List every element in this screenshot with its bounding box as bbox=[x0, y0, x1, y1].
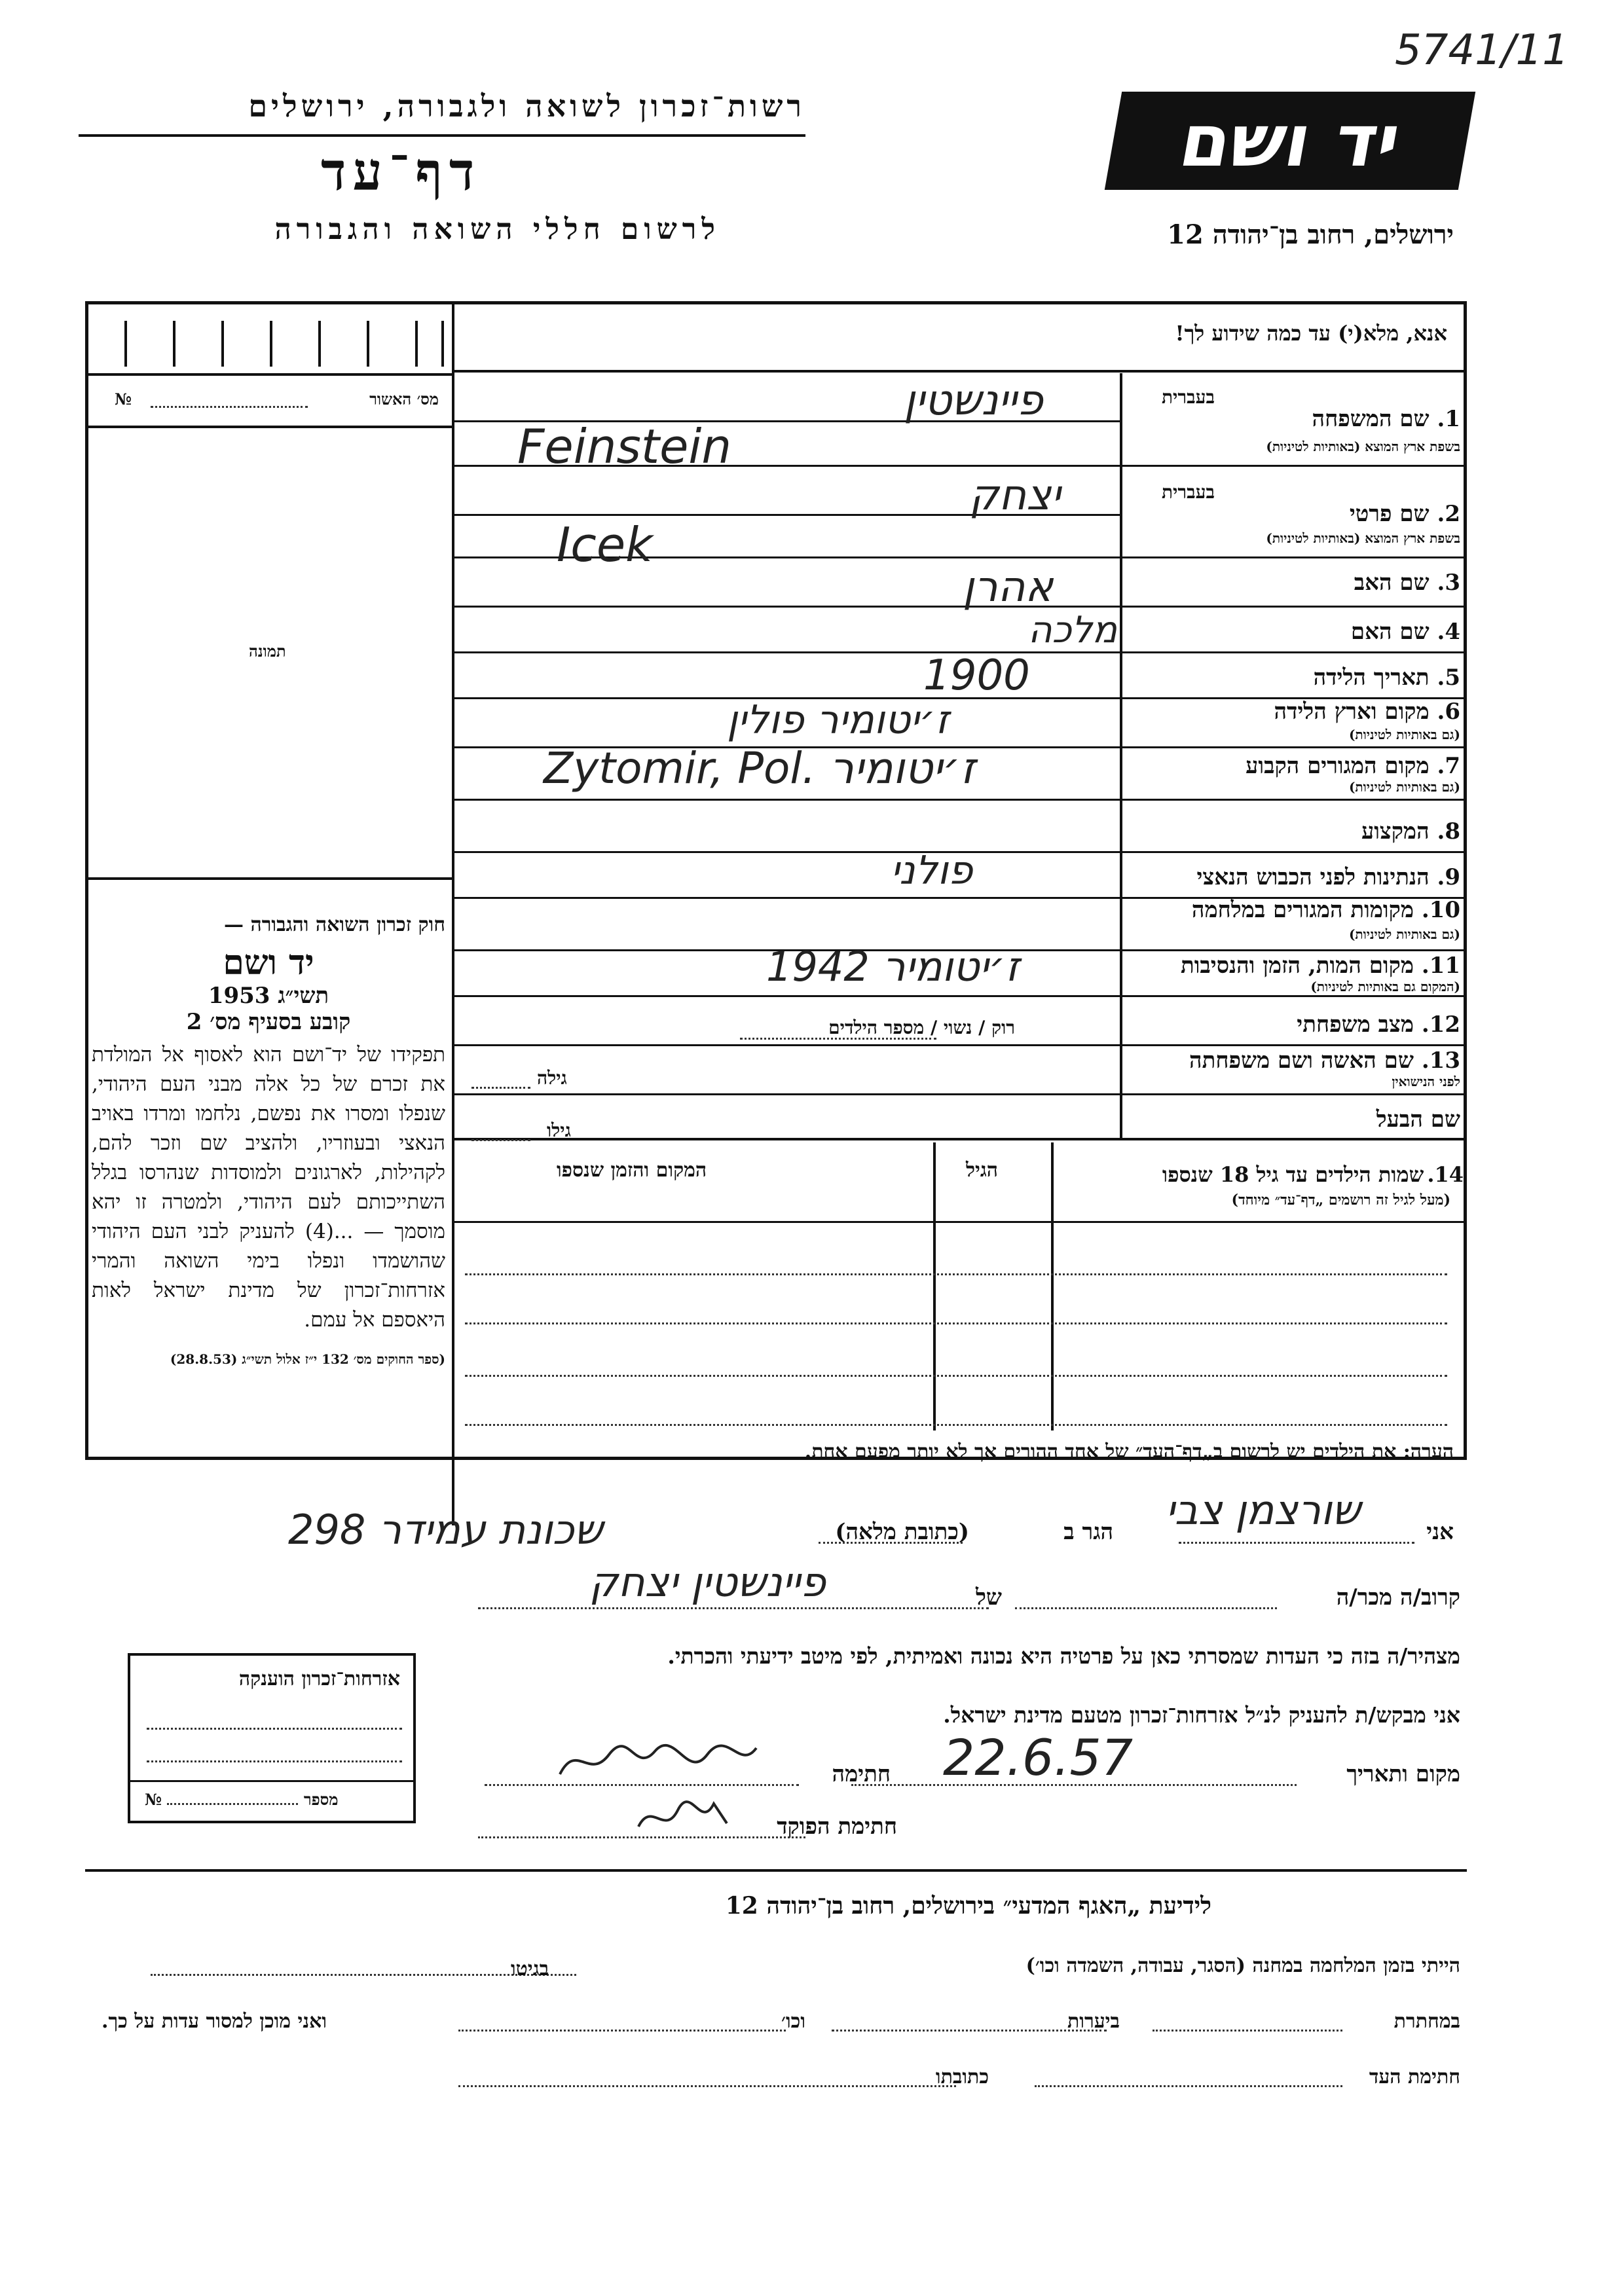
decl-address-label: (כתובת מלאה) bbox=[835, 1519, 969, 1545]
field-death: 11. מקום המות, הזמן והנסיבות bbox=[1180, 953, 1460, 979]
citizenship-number: № מספר bbox=[145, 1790, 339, 1809]
field-surname: 1. שם המשפחה bbox=[1312, 406, 1460, 432]
footer-notice: לידיעת „האגף המדעי״ בירושלים, רחוב בן־יהודה 12 bbox=[725, 1892, 1211, 1920]
marital-options: רוק / נשוי / מספר הילדים bbox=[828, 1017, 1015, 1038]
children-head-rule bbox=[452, 1221, 1464, 1223]
law-ref: (ספר החוקים מס׳ 132 י״ז אלול תשי״ג (28.8.53) bbox=[170, 1351, 445, 1367]
address: ירושלים, רחוב בן־יהודה 12 bbox=[1167, 219, 1454, 250]
decl-lives: הגר ב bbox=[1063, 1519, 1113, 1545]
witness-name: שורצמן צבי bbox=[1166, 1486, 1361, 1534]
file-number: 5741/11 bbox=[1395, 26, 1569, 75]
children-header: 14. שמות הילדים עד גיל 18 שנספו bbox=[1162, 1162, 1464, 1187]
photo-top-rule bbox=[88, 426, 452, 428]
value-first-lat: Icek bbox=[557, 517, 653, 572]
footer-line2c: וכו׳ bbox=[781, 2010, 805, 2033]
value-nationality: פולני bbox=[891, 848, 973, 894]
footer-rule bbox=[85, 1869, 1467, 1872]
field-birth-place-note: (גם באותיות לטיניות) bbox=[1348, 727, 1460, 742]
field-mother: 4. שם האם bbox=[1350, 619, 1460, 645]
citizenship-box-title: אזרחות־זכרון הוענקה bbox=[238, 1667, 400, 1690]
approval-boxes bbox=[118, 308, 445, 373]
decl-i: אני bbox=[1426, 1519, 1454, 1545]
header-rule bbox=[79, 134, 805, 137]
field-residence: 7. מקום המגורים הקבוע bbox=[1246, 753, 1460, 779]
logo-text: יד ושם bbox=[1173, 99, 1407, 183]
children-col-1 bbox=[933, 1142, 936, 1430]
photo-bottom-rule bbox=[88, 877, 452, 880]
hebrew-tag-1: בעברית bbox=[1161, 386, 1215, 408]
decl-relative-value: פיינשטין יצחק bbox=[589, 1558, 826, 1606]
value-death: ז׳יטומיר 1942 bbox=[766, 943, 1020, 991]
decl-signature-label: חתימה bbox=[832, 1761, 891, 1787]
age-line-f bbox=[471, 1087, 530, 1089]
footer-line3a: חתימת העד bbox=[1369, 2066, 1460, 2088]
value-father: אהרן bbox=[963, 563, 1054, 611]
form-title: דף־עד bbox=[321, 141, 481, 202]
footer-line3b: כתובתו bbox=[935, 2066, 989, 2088]
field-first-name: 2. שם פרטי bbox=[1349, 501, 1460, 527]
footer-line2d: ואני מוכן למסור עדות על כך. bbox=[101, 2010, 327, 2033]
field-marital: 12. מצב משפחתי bbox=[1297, 1011, 1460, 1038]
field-father: 3. שם האב bbox=[1354, 570, 1460, 596]
org-line: רשות־זכרון לשואה ולגבורה, ירושלים bbox=[248, 88, 805, 124]
age-line-m bbox=[471, 1139, 530, 1141]
children-place-header: המקום והזמן שנספו bbox=[557, 1159, 707, 1182]
law-name: יד ושם bbox=[223, 943, 314, 983]
decl-place-date-label: מקום ותאריך bbox=[1346, 1761, 1460, 1787]
value-birth-place: ז׳יטומיר פולין bbox=[727, 697, 950, 743]
field-birth-date: 5. תאריך הלידה bbox=[1313, 665, 1460, 691]
footer-line1a: הייתי בזמן המלחמה במחנה (הסגר, עבודה, השמדה וכו׳) bbox=[1025, 1954, 1460, 1977]
form-subtitle: לרשום חללי השואה והגבורה bbox=[274, 213, 720, 246]
field-profession: 8. המקצוע bbox=[1361, 818, 1460, 845]
left-top-boxes-rule bbox=[88, 373, 452, 376]
law-title: חוק זכרון השואה והגבורה — bbox=[224, 913, 445, 936]
field-wife: 13. שם האשה ושם משפחתה bbox=[1189, 1048, 1460, 1074]
children-age-header: הגיל bbox=[966, 1159, 999, 1182]
photo-label: תמונה bbox=[249, 642, 286, 661]
decl-date-value: 22.6.57 bbox=[943, 1728, 1134, 1787]
value-surname-lat: Feinstein bbox=[517, 419, 732, 474]
value-birth-date: 1900 bbox=[923, 651, 1030, 700]
law-body: תפקידו של יד־ושם הוא לאסוף אל המולדת את זכרם של כל אלה מבני העם היהודי, שנפלו ומסרו את נפשם, נלחמו ומרדו באויב הנאצי ובעוזריו, ולהציב שם וזכר להם, לקהילות, לארגונים ולמוסדות שנהרסו בגלל השתייכותם לעם היהודי, ולמטרה זו יהא מוסמך — ...(4) להעניק לבני העם היהודי שהושמדו ונפלו בימי השואה והמרי אזרחות־זכרון של מדינת ישראל לאות היאספם אל עמם. bbox=[92, 1043, 445, 1332]
field-surname-note: בשפת ארץ המוצא (באותיות לטיניות) bbox=[1266, 439, 1460, 454]
children-col-2 bbox=[1051, 1142, 1054, 1430]
approval-no: № bbox=[115, 390, 132, 409]
children-note: (מעל לגיל זה רושמים „דף־עד״ מיוחד) bbox=[1231, 1192, 1450, 1209]
yad-vashem-logo bbox=[1105, 92, 1475, 190]
footer-line1b: בגיטו bbox=[511, 1958, 549, 1980]
field-husband: שם הבעל bbox=[1376, 1106, 1460, 1133]
decl-relative: קרוב/ה מכר/ה bbox=[1336, 1584, 1460, 1611]
decl-officer-label: חתימת הפוקד bbox=[777, 1813, 897, 1840]
field-birth-place: 6. מקום וארץ הלידה bbox=[1274, 699, 1460, 725]
age-label-f: גילה bbox=[537, 1067, 567, 1089]
witness-signature bbox=[557, 1735, 760, 1787]
field-war-residence: 10. מקומות המגורים במלחמה bbox=[1191, 897, 1460, 923]
marital-line bbox=[740, 1038, 936, 1040]
field-first-name-note: בשפת ארץ המוצא (באותיות לטיניות) bbox=[1266, 530, 1460, 546]
officer-signature bbox=[635, 1794, 733, 1840]
law-block bbox=[92, 913, 445, 1368]
approval-label: מס׳ האשור bbox=[369, 390, 439, 409]
footer-line2b: ביערות bbox=[1067, 2010, 1120, 2033]
hebrew-tag-2: בעברית bbox=[1161, 481, 1215, 503]
value-mother: מלכה bbox=[1028, 609, 1118, 651]
remark: הערה: את הילדים יש לרשום ב„דף־העד״ של אחד ההורים אך לא יותר מפעם אחת. bbox=[804, 1440, 1454, 1463]
footer-line2a: במחתרת bbox=[1393, 2010, 1460, 2033]
field-war-residence-note: (גם באותיות לטיניות) bbox=[1348, 926, 1460, 942]
value-first-heb: יצחק bbox=[969, 471, 1061, 520]
citizenship-box bbox=[128, 1653, 416, 1823]
instruction: אנא, מלא(י) עד כמה שידוע לך! bbox=[1175, 321, 1447, 346]
value-surname-heb: פיינשטין bbox=[904, 376, 1043, 425]
field-death-note: (המקום גם באותיות לטיניות) bbox=[1310, 979, 1460, 994]
law-section: קובע בסעיף מס׳ 2 bbox=[186, 1009, 351, 1035]
value-residence: Zytomir, Pol. ז׳יטומיר bbox=[544, 743, 976, 793]
decl-of: של bbox=[976, 1584, 1002, 1611]
law-year: תשי״ג 1953 bbox=[208, 983, 329, 1009]
decl-address-value: שכונת עמידר 298 bbox=[288, 1506, 603, 1554]
decl-request: אני מבקש/ת להעניק לנ״ל אזרחות־זכרון מטעם מדינת ישראל. bbox=[943, 1702, 1460, 1728]
field-wife-note: לפני הנישואין bbox=[1392, 1074, 1460, 1089]
field-residence-note: (גם באותיות לטיניות) bbox=[1348, 779, 1460, 795]
instruction-rule bbox=[452, 370, 1464, 373]
age-label-m: גילו bbox=[547, 1120, 571, 1141]
decl-statement: מצהיר/ה בזה כי העדות שמסרתי כאן על פרטיה היא נכונה ואמיתית, לפי מיטב ידיעתי והכרתי. bbox=[667, 1643, 1460, 1669]
approval-line bbox=[151, 406, 308, 408]
field-nationality: 9. הנתינות לפני הכבוש הנאצי bbox=[1196, 864, 1460, 890]
